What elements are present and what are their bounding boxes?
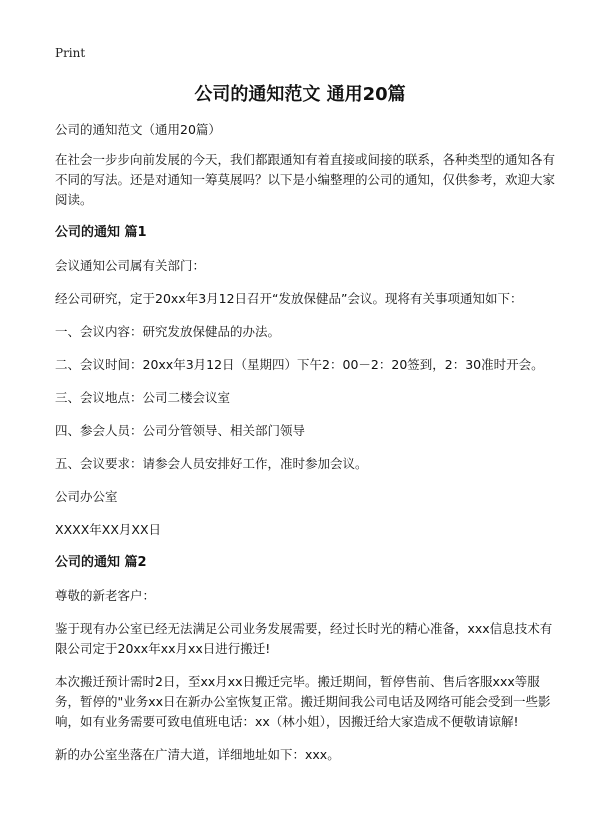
section-1-item-location: 三、会议地点：公司二楼会议室 — [55, 390, 231, 405]
section-2-paragraph: 鉴于现有办公室已经无法满足公司业务发展需要，经过长时光的精心准备，xxx信息技术有限公司定于20xx年xx月xx日进行搬迁! — [55, 621, 553, 656]
section-1-salutation: 会议通知公司属有关部门： — [55, 258, 206, 273]
section-1-item-time: 二、会议时间：20xx年3月12日（星期四）下午2：00－2：20签到，2：30准时开会。 — [55, 357, 544, 372]
section-2-paragraph: 本次搬迁预计需时2日，至xx月xx日搬迁完毕。搬迁期间，暂停售前、售后客服xxx等服务，暂停的"业务xx日在新办公室恢复正常。搬迁期间我公司电话及网络可能会受到一些影响，如有业务需要可致电值班电话：xx（林小姐），因搬迁给大家造成不便敬请谅解! — [55, 674, 551, 729]
section-2-salutation: 尊敬的新老客户： — [55, 588, 156, 603]
intro-paragraph: 在社会一步步向前发展的今天，我们都跟通知有着直接或间接的联系，各种类型的通知各有不同的写法。还是对通知一筹莫展吗？以下是小编整理的公司的通知，仅供参考，欢迎大家阅读。 — [55, 152, 556, 207]
section-1-item-attendees: 四、参会人员：公司分管领导、相关部门领导 — [55, 423, 306, 438]
section-1-item-requirements: 五、会议要求：请参会人员安排好工作，准时参加会议。 — [55, 456, 368, 471]
section-2-heading: 公司的通知 篇2 — [55, 555, 147, 570]
section-1-item-content: 一、会议内容：研究发放保健品的办法。 — [55, 324, 281, 339]
print-link[interactable]: Print — [55, 46, 86, 60]
document-title: 公司的通知范文 通用20篇 — [194, 84, 406, 105]
section-1-date: XXXX年XX月XX日 — [55, 522, 162, 537]
section-1-paragraph: 经公司研究，定于20xx年3月12日召开“发放保健品”会议。现将有关事项通知如下： — [55, 291, 523, 306]
section-2-paragraph: 新的办公室坐落在广清大道，详细地址如下：xxx。 — [55, 747, 340, 762]
document-subtitle: 公司的通知范文（通用20篇） — [55, 122, 221, 137]
document-body — [55, 120, 555, 778]
section-1-signature: 公司办公室 — [55, 489, 118, 504]
section-1-heading: 公司的通知 篇1 — [55, 225, 147, 240]
